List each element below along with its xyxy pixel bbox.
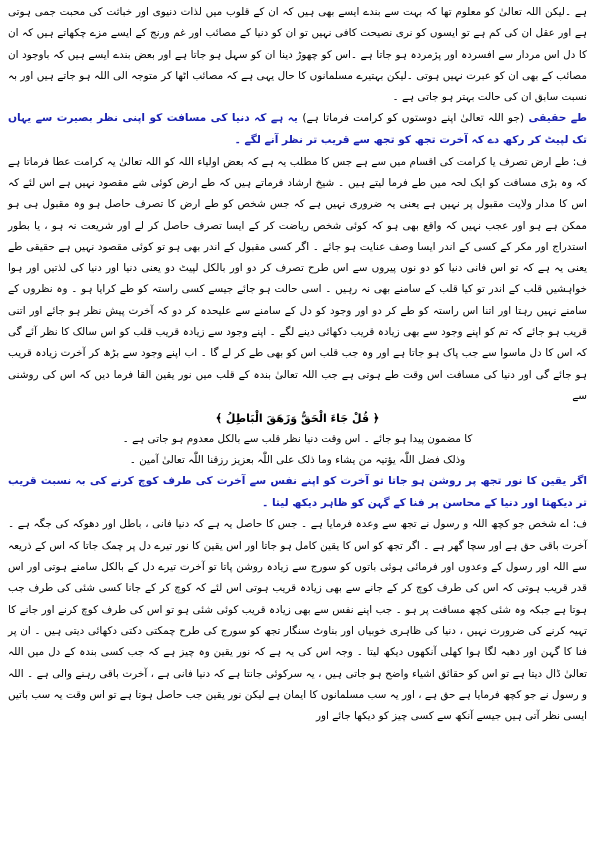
- quranic-verse: ﴿ قُلْ جَاءَ الْحَقُّ وَزَهَقَ الْبَاطِلُ ﴾: [215, 412, 380, 426]
- dua-line: وذلک فضل اللّٰہ یؤتیہ من یشاء وما ذلک علی اللّٰہ بعزیز رزقنا اللّٰہ تعالیٰ آمین ۔: [129, 454, 466, 467]
- paragraph-intro: ہے ۔لیکن اللہ تعالیٰ کو معلوم تھا کہ بہت سے بندے ایسے بھی ہیں کہ ان کے قلوب میں لذات دنیوی اور خباثت کی محبت جمی ہوتی ہے اور عقل ان کی کم ہے تو ایسوں کو نری نصیحت کافی نہیں تو ان کو دنیا کے مصائب اور غم ورنج کے ایسے مزے چکھاتے ہیں کہ ان کا دل اس مردار سے افسردہ اور پژمردہ ہو جاتا ہے ۔اس کو چھوڑ دینا ان کو سہل ہو جاتا ہے اور بعض بندے ایسے ہیں کہ باوجود ان مصائب کے بھی ان کو عبرت نہیں ہوتی ۔لیکن بہتیرے مسلمانوں کا حال یہی ہے کہ مصائب اٹھا کر متوجہ الی اللہ ہو جاتے ہیں اور بہ نسبت سابق ان کی حالت بہتر ہو جاتی ہے ۔: [8, 6, 587, 104]
- heading-true-journey-rest: یہ ہے کہ دنیا کی مسافت کو اپنی نظر بصیرت سے یہاں تک لپیٹ کر رکھ دے کہ آخرت تجھ کو تجھ سے قریب تر نظر آنے لگے ۔: [8, 112, 587, 147]
- heading-light-of-certainty: اگر یقین کا نور تجھ پر روشن ہو جاتا تو آخرت کو اپنے نفس سے آخرت کی طرف کوچ کرنے کی بہ نسبت قریب تر دیکھتا اور دنیا کے محاسن پر فنا کے گہن کو ظاہر دیکھ لیتا ۔: [8, 475, 587, 509]
- heading-true-journey-lead: طے حقیقی: [524, 112, 587, 125]
- paragraph-explanation-tay-ard: ف: طے ارض تصرف یا کرامت کی اقسام میں سے ہے جس کا مطلب یہ ہے کہ بعض اولیاء اللہ کو اللہ تعالیٰ یہ کرامت عطا فرماتا ہے کہ وہ بڑی مسافت کو ایک لحہ میں طے فرما لیتے ہیں ۔ شیخ ارشاد فرماتے ہیں کہ طے ارض کوئی شے مقصود نہیں ہے اس لئے کہ اس کا مدار ولایت مقبول پر نہیں ہے یعنی یہ ضروری نہیں ہے کہ جس شخص کو طے ارض کا تصرف حاصل ہو وہ مقبول ہی ہو ممکن ہے ہو اور عجب نہیں کہ واقع بھی ہو کہ کوئی شخص ریاضت کر کے ایسا تصرف حاصل کر لے اور شریعت نہ ہو ، یا بطور استدراج اور مکر کے کسی کے اندر ایسا وصف عنایت ہو جائے ۔ اگر کسی مقبول کے اندر بھی ہو تو کوئی مقصود نہیں ہے حقیقی طے یعنی یہ ہے کہ تو اس فانی دنیا کو دو نوں پیروں سے اس طرح تصرف کر دو اور بالکل لپیٹ دو یعنی دنیا اور دنیا کی لذتیں اور ہوا خواہشیں قلب کے اندر تو کیا قلب کے سامنے بھی نہ رہیں ۔ اسی حالت ہو جائے جیسے کسی راستہ کو طے کرایا ہو ۔ وہ نظروں کے سامنے نہیں رہتا اور اتنا اس راستہ کو طے کر دو اور وجود کو دل کے سامنے سے علیحدہ کر دو کہ آخرت پیش نظر ہو جائے اور اتنی قریب ہو جائے کہ تم کو اپنے وجود سے بھی زیادہ قریب دکھائی دینے لگے ۔ اپنے وجود سے زیادہ قریب قلب کو اس سالک کا نظر آئے گی کہ اس کا دل ماسوا سے جب پاک ہو جاتا ہے اور وہ جب قلب اس کو بھی طے کر لے گا ۔ اب اپنے وجود سے بڑھ کر آخرت زیادہ قریب ہو جائے گی اور دنیا کی مسافت اس وقت طے ہوتی ہے جب اللہ تعالیٰ بندہ کے قلب میں نور یقین القا فرما دیں کہ اس کی روشنی سے: [8, 155, 587, 402]
- heading-true-journey: [8, 108, 587, 151]
- paragraph-explanation-certainty: ف: اے شخص جو کچھ اللہ و رسول نے تجھ سے وعدہ فرمایا ہے ۔ جس کا حاصل یہ ہے کہ دنیا فانی ، باطل اور دھوکہ کی جگہ ہے ۔ آخرت باقی حق ہے اور سچا گھر ہے ۔ اگر تجھ کو اس کا یقین کامل ہو جاتا اور اس یقین کا نور تیرے دل پر چمک جاتا کہ اس کے ذریعہ سے اللہ اور رسول کے وعدوں اور فرمائی ہوئی باتوں کو سورج سے زیادہ روشن پاتا تو آخرت تیرے دل کے بالکل سامنے ہوتی اور اس قدر قریب ہوتی کہ اس کی طرف کوچ کر کے جانے سے بھی زیادہ قریب ہوتی اس لئے کہ کوچ کر کے جانا کسی شئی کی طرف جب ہوتا ہے جبکہ وہ شئی کچھ مسافت پر ہو ۔ جب اپنے نفس سے بھی زیادہ قریب کوئی شئی ہو تو اس کی طرف کوچ کرنے اور جانے کا تہیہ کرنے کی ضرورت نہیں ، دنیا کی ظاہری خوبیاں اور بناوٹ سنگار تجھ کو سورج کی طرح چمکتی دکتی دکھائی دیتی ہیں ۔ ان پر فنا کا گہن اور دھبہ لگا ہوا کھلی آنکھوں دیکھ لیتا ۔ وجہ اس کی یہ ہے کہ نور یقین وہ چیز ہے کہ جب کسی بندہ کے دل میں اللہ تعالیٰ ڈال دیتا ہے تو اس کو حقائق اشیاء واضح ہو جاتی ہیں ، یہ سرکوئی جانتا ہے کہ دنیا فانی ہے ، آخرت باقی رہنے والی ہے ۔ اللہ و رسول نے جو کچھ فرمایا ہے حق ہے ، اور یہ سب مسلمانوں کا ایمان ہے لیکن نور یقین جب حاصل ہوتا ہے تو اس وقت یہ سب باتیں ایسی نظر آتی ہیں جیسے آنکھ سے کسی چیز کو دیکھا جائے اور: [8, 518, 587, 723]
- heading-true-journey-parenthetical: (جو اللہ تعالیٰ اپنے دوستوں کو کرامت فرماتا ہے): [302, 112, 525, 125]
- paragraph-verse-meaning: کا مضمون پیدا ہو جائے ۔ اس وقت دنیا نظر قلب سے بالکل معدوم ہو جاتی ہے ۔: [122, 433, 473, 446]
